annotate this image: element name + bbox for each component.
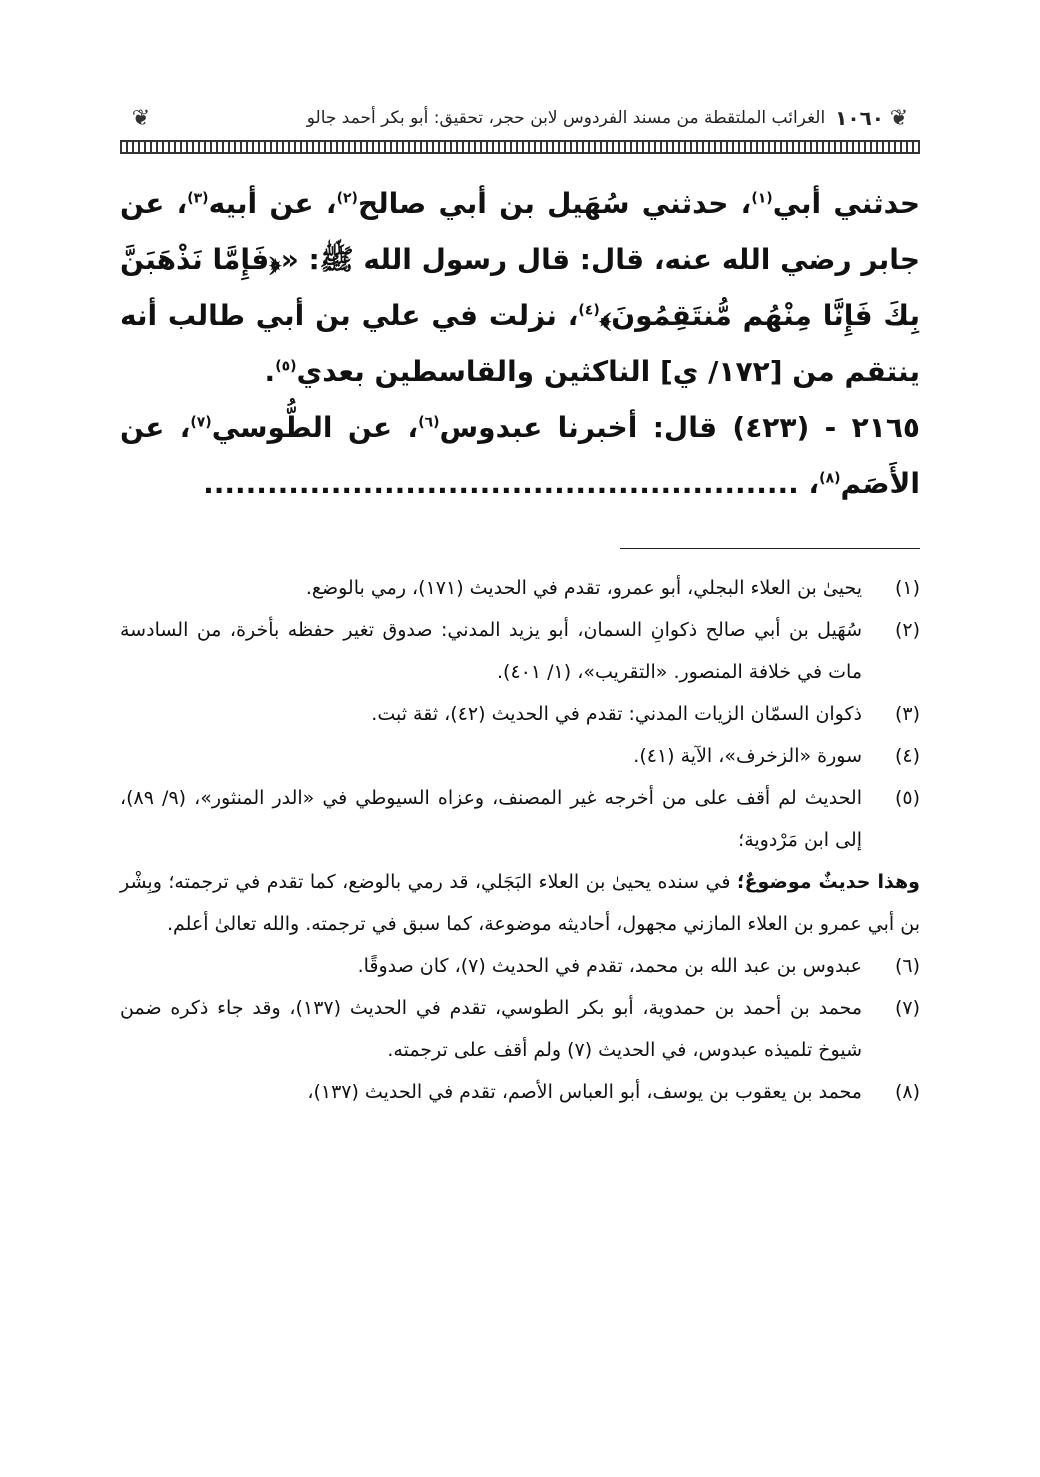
- footnote-3: (٣) ذكوان السمّان الزيات المدني: تقدم في الحديث (٤٢)، ثقة ثبت.: [371, 703, 920, 725]
- header-divider: [120, 140, 920, 154]
- footnote-4: (٤) سورة «الزخرف»، الآية (٤١).: [633, 745, 920, 767]
- footnote-ref: (٢): [336, 190, 358, 207]
- footnote-ref: (٧): [190, 414, 212, 431]
- footnote-5: (٥) الحديث لم أقف على من أخرجه غير المصنف، وعزاه السيوطي في «الدر المنثور»، (٩/ ٨٩)، إلى ابن مَرْدوية؛: [120, 787, 920, 851]
- ornament-right-icon: ❦: [889, 105, 909, 131]
- running-header: [120, 96, 920, 140]
- footnote-ref: (٨): [819, 470, 841, 487]
- footnote-ref: (٦): [418, 414, 440, 431]
- page-number: ١٠٦٠: [835, 106, 884, 130]
- paragraph-1: حدثني أبي$^{(١)}$، حدثني سُهَيل بن أبي صالح$^{(٢)}$، عن أبيه$^{(٣)}$، عن جابر رضي الله عنه، قال: قال رسول الله ﷺ: «﴿فَإِمَّا نَذْهَبَنَّ بِكَ فَإِنَّا مِنْهُم مُّنتَقِمُونَ﴾$^{(٤)}$، نزلت في علي بن أبي طالب أنه ينتقم من [١٧٢/ ي] الناكثين والقاسطين بعدي$^{(٥)}$.: [120, 187, 921, 388]
- footnote-ref: (٤): [578, 302, 600, 319]
- book-page: [120, 96, 920, 1113]
- running-title: الغرائب الملتقطة من مسند الفردوس لابن حجر، تحقيق: أبو بكر أحمد جالو: [306, 108, 826, 128]
- footnote-6: (٦) عبدوس بن عبد الله بن محمد، تقدم في الحديث (٧)، كان صدوقًا.: [357, 955, 920, 977]
- footnotes: [120, 567, 920, 1113]
- ellipsis-dots: ........................................................: [203, 467, 799, 500]
- footnote-ref: (١): [751, 190, 773, 207]
- footnote-8: (٨) محمد بن يعقوب بن يوسف، أبو العباس الأصم، تقدم في الحديث (١٣٧)،: [307, 1081, 920, 1103]
- footnote-divider: [620, 548, 920, 549]
- footnote-1: (١) يحيىٰ بن العلاء البجلي، أبو عمرو، تقدم في الحديث (١٧١)، رمي بالوضع.: [305, 577, 920, 599]
- hadith-2165: ٢١٦٥ - (٤٢٣) قال: أخبرنا عبدوس$^{(٦)}$، عن الطُّوسي$^{(٧)}$، عن الأَصَم$^{(٨)}$، ........................................................: [120, 411, 920, 500]
- footnote-ref: (٥): [275, 358, 297, 375]
- footnote-2: (٢) سُهَيل بن أبي صالح ذكوانِ السمان، أبو يزيد المدني: صدوق تغير حفظه بأخرة، من السادسة مات في خلافة المنصور. «التقريب»، (١/ ٤٠١).: [120, 619, 920, 683]
- main-text: [120, 176, 920, 512]
- ornament-left-icon: ❦: [131, 105, 151, 131]
- footnote-7: (٧) محمد بن أحمد بن حمدوية، أبو بكر الطوسي، تقدم في الحديث (١٣٧)، وقد جاء ذكره ضمن شيوخ تلميذه عبدوس، في الحديث (٧) ولم أقف على ترجمته.: [120, 997, 920, 1061]
- footnote-5-continued: وهذا حديثٌ موضوعٌ؛ في سنده يحيىٰ بن العلاء البَجَلي، قد رمي بالوضع، كما تقدم في ترجمته؛ وبِشْر بن أبي عمرو بن العلاء المازني مجهول، أحاديثه موضوعة، كما سبق في ترجمته. والله تعالىٰ أعلم.: [120, 871, 920, 935]
- footnote-ref: (٣): [187, 190, 209, 207]
